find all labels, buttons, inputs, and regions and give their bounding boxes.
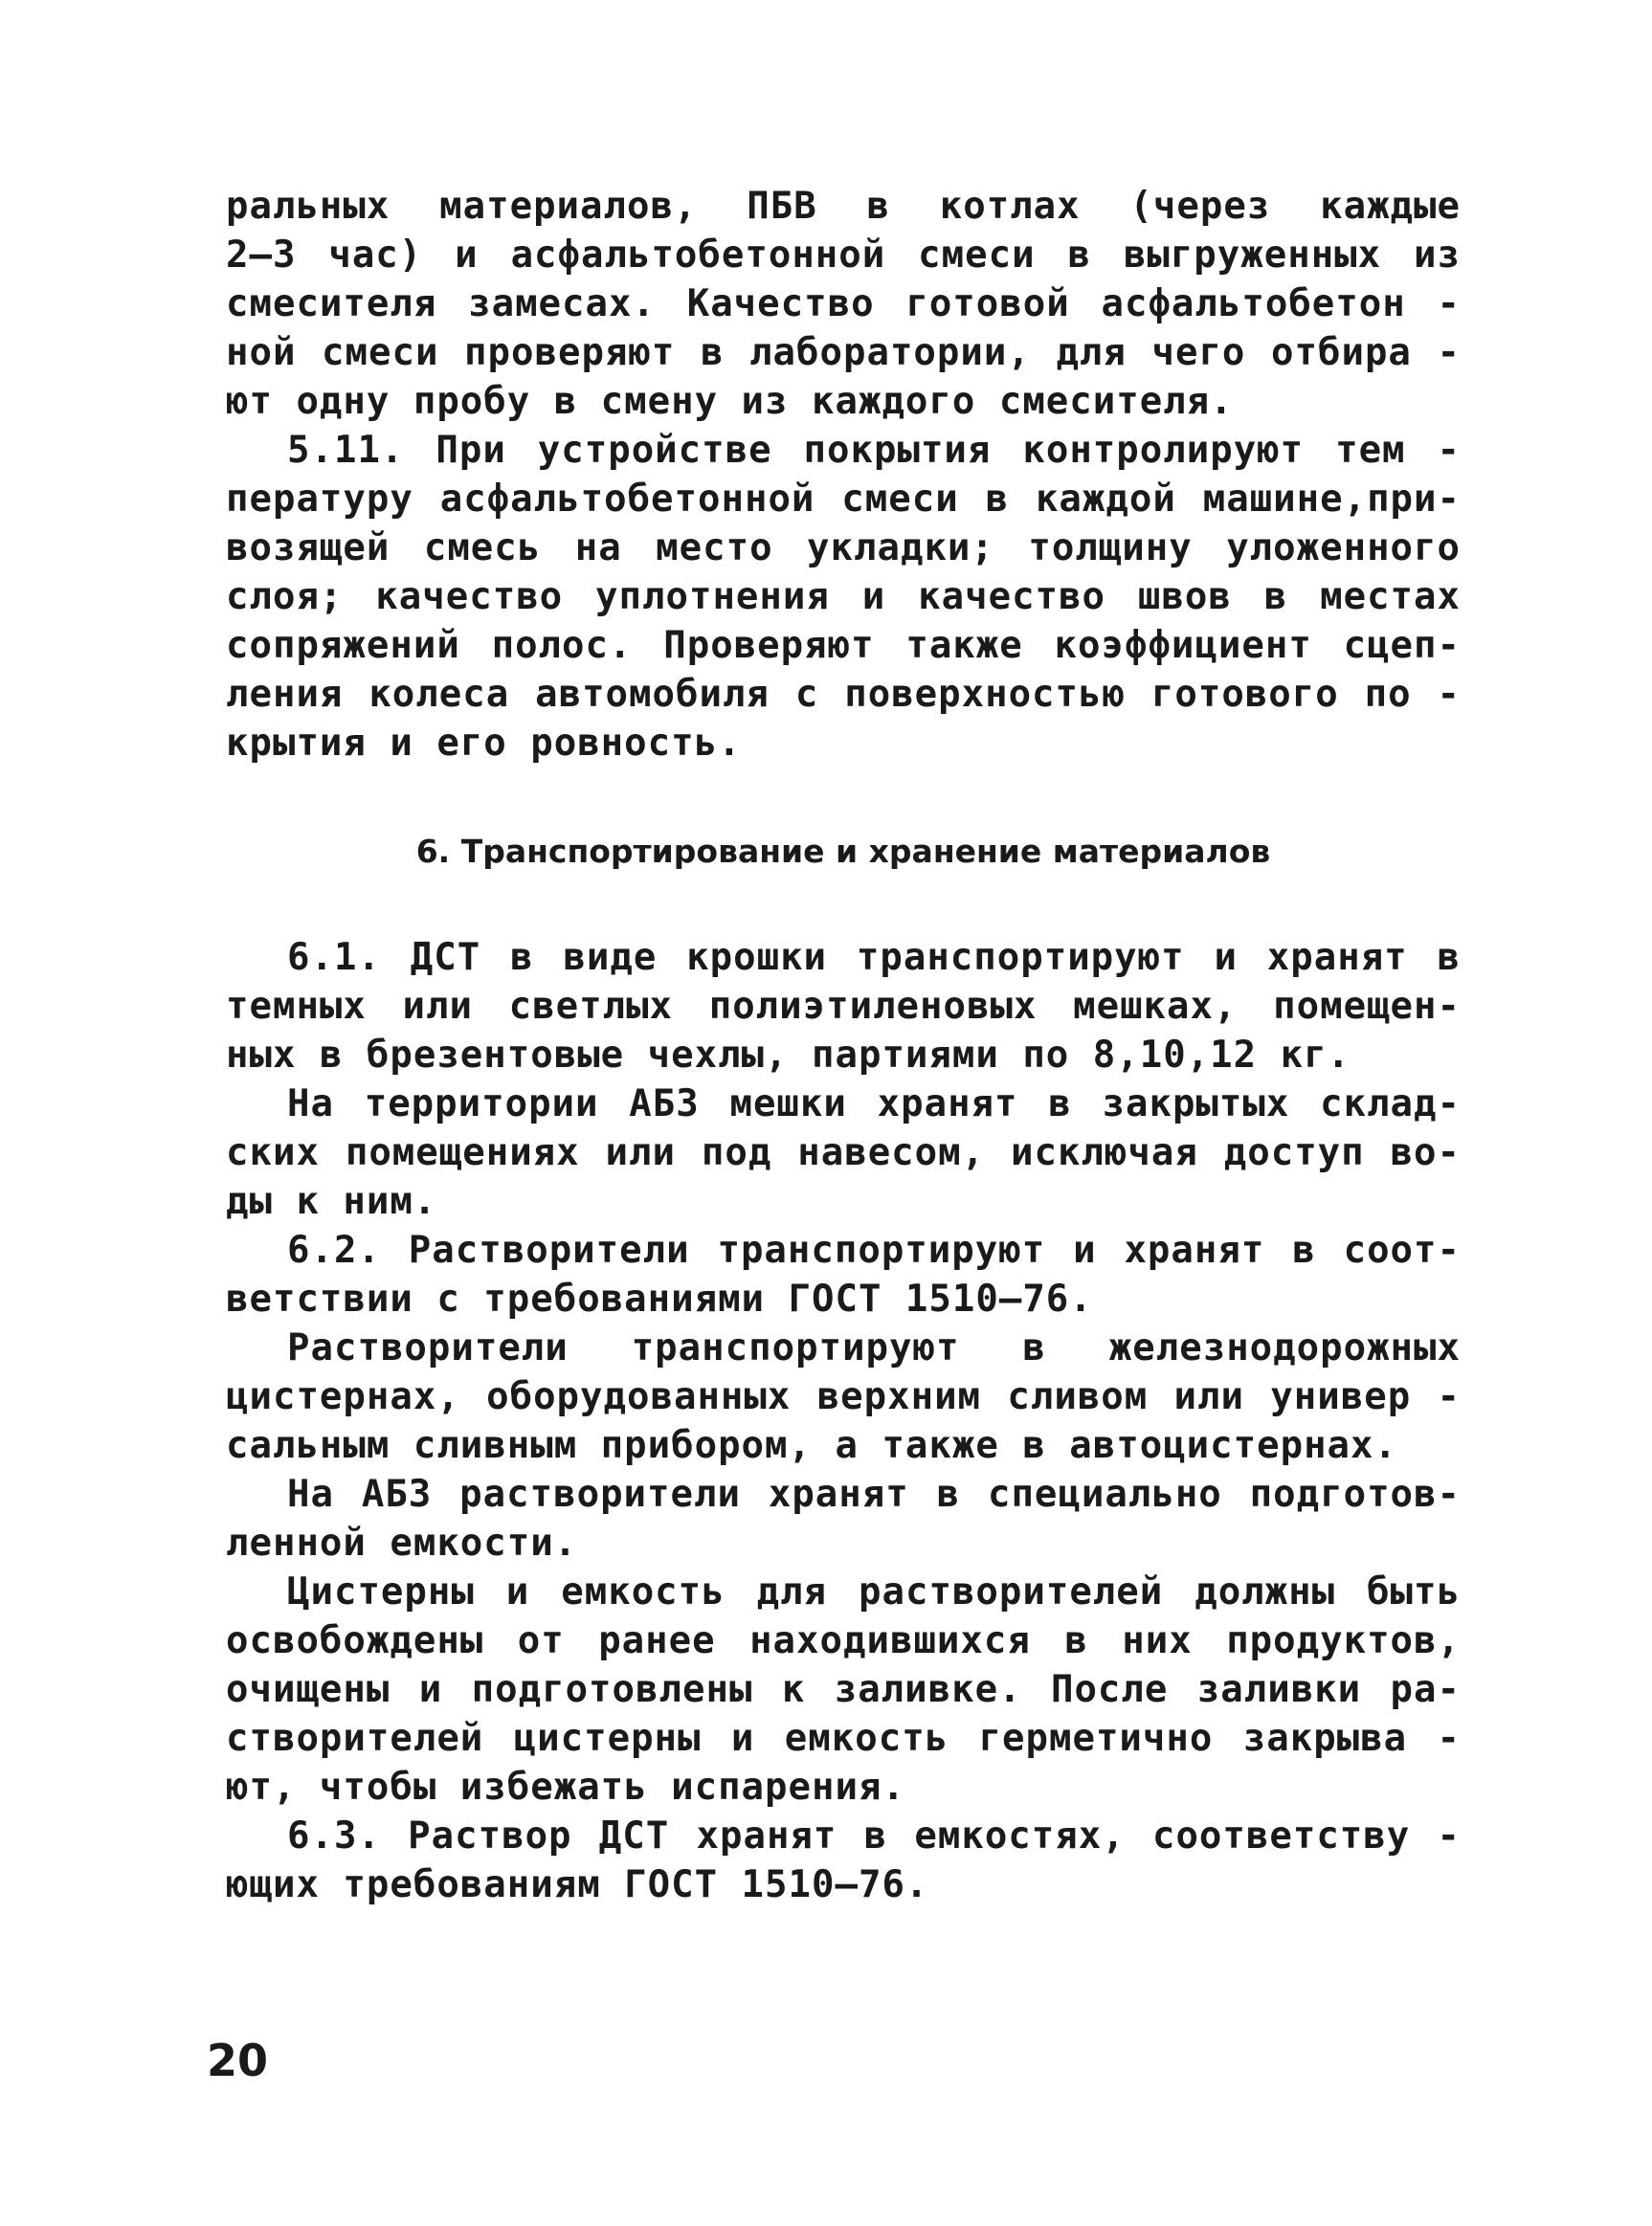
text-line: ления колеса автомобиля с поверхностью готового по -	[226, 673, 1461, 716]
text-line: крытия и его ровность.	[226, 722, 742, 765]
paragraph-6-3	[226, 1812, 1461, 1909]
section-heading: 6. Транспортирование и хранение материалов	[415, 833, 1271, 870]
paragraph-6-1-storage	[226, 1080, 1461, 1226]
text-line: 2–3 час) и асфальтобетонной смеси в выгруженных из	[226, 234, 1461, 277]
text-line: ных в брезентовые чехлы, партиями по 8,10,12 кг.	[226, 1034, 1351, 1077]
paragraph-6-2-transport	[226, 1324, 1461, 1470]
text-line: слоя; качество уплотнения и качество швов в местах	[226, 575, 1461, 618]
text-line: пературу асфальтобетонной смеси в каждой машине,при-	[226, 478, 1461, 521]
page-number: 20	[207, 2035, 269, 2086]
text-line: возящей смесь на место укладки; толщину уложенного	[226, 526, 1461, 569]
text-line: смесителя замесах. Качество готовой асфальтобетон -	[226, 282, 1461, 325]
text-line: цистернах, оборудованных верхним сливом или универ -	[226, 1375, 1461, 1418]
text-line: освобождены от ранее находившихся в них продуктов,	[226, 1619, 1461, 1662]
text-line: 6.2. Растворители транспортируют и хранят в соот-	[287, 1229, 1461, 1272]
text-line: ды к ним.	[226, 1180, 437, 1223]
paragraph-6-2-tanks	[226, 1568, 1461, 1812]
text-line: ральных материалов, ПБВ в котлах (через каждые	[226, 185, 1461, 228]
text-line: темных или светлых полиэтиленовых мешках, помещен-	[226, 985, 1461, 1028]
paragraph-5-10-continuation	[226, 182, 1461, 426]
text-line: 6.1. ДСТ в виде крошки транспортируют и хранят в	[287, 936, 1461, 979]
text-line: Цистерны и емкость для растворителей должны быть	[287, 1570, 1461, 1614]
text-line: ной смеси проверяют в лаборатории, для чего отбира -	[226, 331, 1461, 374]
text-line: сопряжений полос. Проверяют также коэффициент сцеп-	[226, 624, 1461, 667]
text-line: ющих требованиям ГОСТ 1510–76.	[226, 1863, 929, 1906]
text-line: Растворители транспортируют в железнодорожных	[287, 1326, 1461, 1369]
text-line: 5.11. При устройстве покрытия контролируют тем -	[287, 429, 1461, 472]
text-line: На АБЗ растворители хранят в специально подготов-	[287, 1473, 1461, 1516]
text-line: ют, чтобы избежать испарения.	[226, 1766, 905, 1809]
paragraph-5-11	[226, 426, 1461, 768]
text-line: 6.3. Раствор ДСТ хранят в емкостях, соответству -	[287, 1814, 1461, 1858]
paragraph-6-2-storage	[226, 1470, 1461, 1568]
text-line: ленной емкости.	[226, 1522, 578, 1565]
text-line: На территории АБЗ мешки хранят в закрытых склад-	[287, 1082, 1461, 1125]
paragraph-6-1	[226, 933, 1461, 1080]
text-line: ских помещениях или под навесом, исключая доступ во-	[226, 1131, 1461, 1174]
text-line: очищены и подготовлены к заливке. После заливки ра-	[226, 1668, 1461, 1711]
paragraph-6-2	[226, 1226, 1461, 1324]
text-line: ветствии с требованиями ГОСТ 1510–76.	[226, 1278, 1093, 1321]
text-line: сальным сливным прибором, а также в автоцистернах.	[226, 1424, 1397, 1467]
text-line: створителей цистерны и емкость герметично закрыва -	[226, 1717, 1461, 1760]
text-line: ют одну пробу в смену из каждого смесителя.	[226, 380, 1234, 423]
